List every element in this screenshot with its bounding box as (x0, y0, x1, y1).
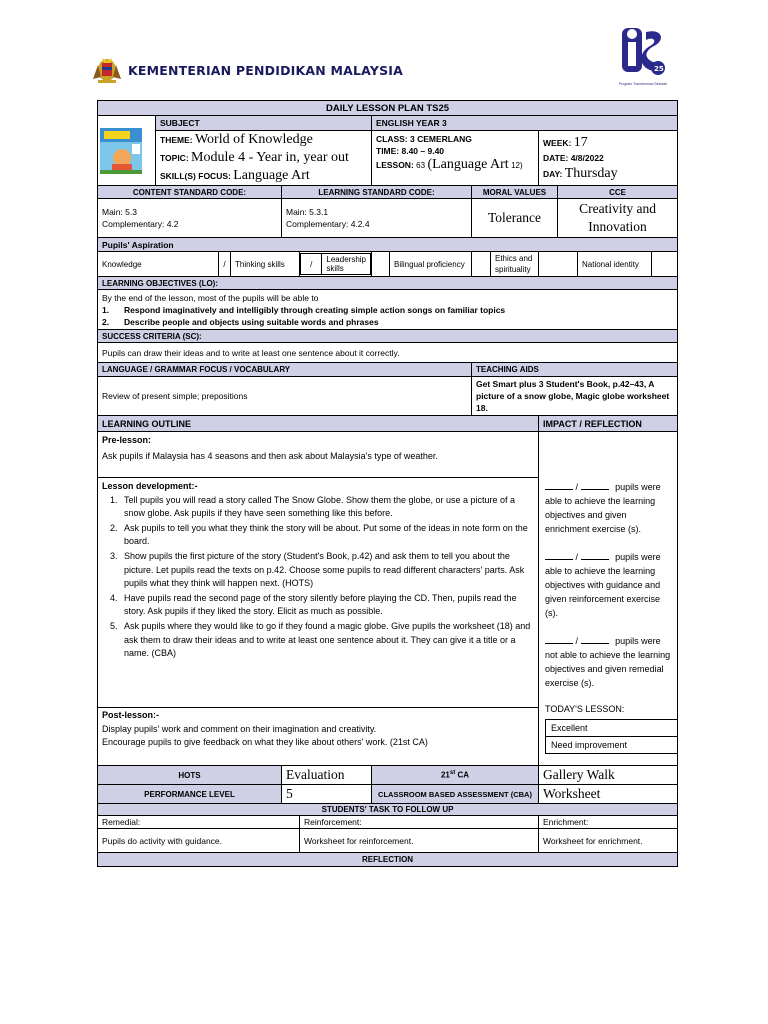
ministry-name: KEMENTERIAN PENDIDIKAN MALAYSIA (128, 62, 404, 78)
lo-label: LEARNING OBJECTIVES (LO): (98, 277, 678, 290)
theme-cell (156, 131, 372, 150)
asp-ethics: Ethics and spirituality (491, 252, 539, 277)
post-lesson-cell (98, 708, 539, 766)
moral-values-label: MORAL VALUES (472, 186, 558, 199)
lesson-dev-cell (98, 478, 539, 708)
pre-lesson-cell (98, 432, 539, 478)
asp-national: National identity (578, 252, 652, 277)
lo-item-1-num: 1. (102, 304, 110, 315)
lo-intro: By the end of the lesson, most of the pupils will be able to (102, 292, 319, 303)
blank-line (545, 635, 573, 644)
textbook-cover-icon (100, 128, 142, 174)
theme-value: World of Knowledge (194, 132, 313, 147)
excellent-label: Excellent (546, 720, 678, 737)
asp-thinking-mark: / (301, 254, 322, 275)
asp-knowledge-mark: / (219, 252, 231, 277)
asp-bilingual-box (472, 252, 491, 277)
ca-label-end: CA (455, 770, 470, 780)
ts25-logo-icon (618, 24, 668, 80)
asp-leadership-box (372, 252, 390, 277)
learning-std-main: Main: 5.3.1 (286, 207, 329, 217)
impact-label: IMPACT / REFLECTION (539, 416, 678, 432)
impact-slash-2: / (575, 552, 579, 562)
learning-std-cell (282, 199, 472, 238)
class-text: CLASS: 3 CEMERLANG (376, 134, 472, 144)
asp-ethics-box (539, 252, 578, 277)
asp-thinking: Thinking skills (231, 252, 300, 277)
svg-text:25: 25 (654, 65, 664, 73)
week-date-day-cell (539, 131, 678, 186)
hots-label: HOTS (98, 766, 282, 785)
blank-line (581, 481, 609, 490)
cba-label: CLASSROOM BASED ASSESSMENT (CBA) (372, 785, 539, 804)
reinforcement-label: Reinforcement: (300, 816, 539, 829)
pre-lesson-text: Ask pupils if Malaysia has 4 seasons and then ask about Malaysia's type of weather. (102, 450, 438, 461)
ca-label: 21 (440, 770, 450, 780)
ca-sup: st (449, 770, 456, 777)
sc-text: Pupils can draw their ideas and to write at least one sentence about it correctly. (98, 343, 678, 363)
performance-level-value: 5 (282, 785, 372, 804)
cba-value: Worksheet (539, 785, 678, 804)
pre-lesson-label: Pre-lesson: (102, 435, 152, 445)
asp-bilingual: Bilingual proficiency (390, 252, 472, 277)
impact-cell (539, 432, 678, 766)
lo-item-2-text: Describe people and objects using suitable words and phrases (124, 316, 379, 327)
week-value: 17 (573, 134, 588, 150)
sc-label: SUCCESS CRITERIA (SC): (98, 330, 678, 343)
class-time-lesson-cell (372, 131, 539, 186)
day-label: DAY: (543, 168, 563, 179)
logo-subtitle: Program Transformasi Sekolah (618, 82, 668, 86)
lo-item-2-num: 2. (102, 316, 110, 327)
subject-value: ENGLISH YEAR 3 (372, 116, 678, 131)
lesson-dev-label: Lesson development:- (102, 481, 198, 491)
lang-focus-label: LANGUAGE / GRAMMAR FOCUS / VOCABULARY (98, 363, 472, 377)
reflection-label: REFLECTION (98, 853, 678, 867)
enrichment-label: Enrichment: (539, 816, 678, 829)
blank-line (581, 551, 609, 560)
post-lesson-text-2: Encourage pupils to give feedback on what they like about others' work. (21st CA) (102, 737, 428, 748)
teaching-aids-label: TEACHING AIDS (472, 363, 678, 377)
lesson-dev-item: 5. Ask pupils where they would like to go if they found a magic globe. Give pupils the worksheet (18) and ask them to draw their ideas and to write at least one sentence about it. They can give it a title or a name. (CBA) (120, 620, 534, 661)
performance-level-label: PERFORMANCE LEVEL (98, 785, 282, 804)
lesson-dev-item: 3. Show pupils the first picture of the story (Student's Book, p.42) and ask them to tell you about the picture. Let pupils read the texts on p.42. Choose some pupils to read different characters' parts. Ask pupils what they think will happen next. (HOTS) (120, 550, 534, 591)
ca-label-cell (372, 766, 539, 785)
need-improvement-label: Need improvement (546, 737, 678, 754)
topic-label: TOPIC: (160, 153, 189, 163)
skill-cell (156, 167, 372, 186)
impact-text-2: pupils were able to achieve the learning objectives with guidance and given reinforcement exercise (s). (545, 552, 661, 618)
learning-std-label: LEARNING STANDARD CODE: (282, 186, 472, 199)
lesson-end: 12) (511, 161, 523, 170)
date-text: DATE: 4/8/2022 (543, 152, 604, 163)
skill-value: Language Art (233, 168, 310, 183)
asp-national-box (652, 252, 678, 277)
todays-lesson-table (545, 719, 678, 754)
blank-line (545, 481, 573, 490)
cce-label: CCE (558, 186, 678, 199)
impact-text-3: pupils were not able to achieve the learning objectives and given remedial exercise (s). (545, 636, 671, 688)
teaching-aids-value: Get Smart plus 3 Student's Book, p.42–43, A picture of a snow globe, Magic globe worksheet 18. (472, 377, 678, 416)
topic-cell (156, 149, 372, 167)
asp-thinking-mark-and-leadership (300, 252, 372, 277)
time-text: TIME: 8.40 – 9.40 (376, 146, 445, 156)
impact-item-1 (545, 480, 671, 536)
lo-item-1 (102, 304, 673, 316)
lang-focus-value: Review of present simple; prepositions (98, 377, 472, 416)
lesson-label: LESSON: (376, 160, 414, 170)
lesson-dev-item: 1. Tell pupils you will read a story called The Snow Globe. Show them the globe, or use a picture of a snow globe. Ask pupils if they have seen something like this before. (120, 494, 534, 521)
moral-value: Tolerance (472, 199, 558, 238)
blank-line (545, 551, 573, 560)
content-std-main: Main: 5.3 (102, 207, 137, 217)
lo-item-2 (102, 316, 673, 328)
blank-line (581, 635, 609, 644)
week-label: WEEK: (543, 137, 572, 148)
ministry-header (90, 55, 403, 85)
asp-leadership: Leadership skills (322, 254, 371, 275)
reinforcement-value: Worksheet for reinforcement. (300, 829, 539, 853)
skill-label: SKILL(S) FOCUS: (160, 171, 231, 181)
lo-item-1-text: Respond imaginatively and intelligibly through creating simple action songs on familiar topics (124, 304, 506, 315)
day-value: Thursday (564, 165, 618, 181)
lesson-value: (Language Art (427, 157, 509, 172)
enrichment-value: Worksheet for enrichment. (539, 829, 678, 853)
malaysia-crest-icon (90, 55, 124, 85)
theme-label: THEME: (160, 135, 193, 145)
learning-std-comp: Complementary: 4.2.4 (286, 219, 370, 229)
topic-value: Module 4 - Year in, year out (191, 150, 349, 165)
impact-item-2 (545, 550, 671, 620)
impact-slash-1: / (575, 482, 579, 492)
cce-value: Creativity and Innovation (558, 199, 678, 238)
lesson-dev-list (102, 494, 534, 661)
remedial-value: Pupils do activity with guidance. (98, 829, 300, 853)
ca-value: Gallery Walk (539, 766, 678, 785)
task-label: STUDENTS' TASK TO FOLLOW UP (98, 804, 678, 816)
book-cover-cell (98, 116, 156, 186)
post-lesson-text-1: Display pupils' work and comment on their imagination and creativity. (102, 723, 377, 734)
daily-lesson-plan-table (97, 100, 678, 867)
hots-value: Evaluation (282, 766, 372, 785)
content-std-comp: Complementary: 4.2 (102, 219, 179, 229)
aspiration-label: Pupils' Aspiration (98, 238, 678, 252)
impact-text-1: pupils were able to achieve the learning objectives and given enrichment exercise (s). (545, 482, 661, 534)
subject-label: SUBJECT (156, 116, 372, 131)
post-lesson-label: Post-lesson:- (102, 710, 160, 720)
remedial-label: Remedial: (98, 816, 300, 829)
content-std-cell (98, 199, 282, 238)
lo-cell (98, 290, 678, 330)
content-std-label: CONTENT STANDARD CODE: (98, 186, 282, 199)
impact-item-3 (545, 634, 671, 690)
impact-slash-3: / (575, 636, 579, 646)
lesson-dev-item: 2. Ask pupils to tell you what they think the story will be about. Put some of the ideas in note form on the board. (120, 522, 534, 549)
plan-title: DAILY LESSON PLAN TS25 (98, 101, 678, 116)
lesson-number: 63 (416, 161, 426, 170)
asp-knowledge: Knowledge (98, 252, 219, 277)
outline-label: LEARNING OUTLINE (98, 416, 539, 432)
lesson-dev-item: 4. Have pupils read the second page of the story silently before playing the CD. Then, pupils read the story. Ask pupils if they liked the story. Elicit as much as possible. (120, 592, 534, 619)
todays-lesson-label: TODAY'S LESSON: (545, 704, 625, 714)
